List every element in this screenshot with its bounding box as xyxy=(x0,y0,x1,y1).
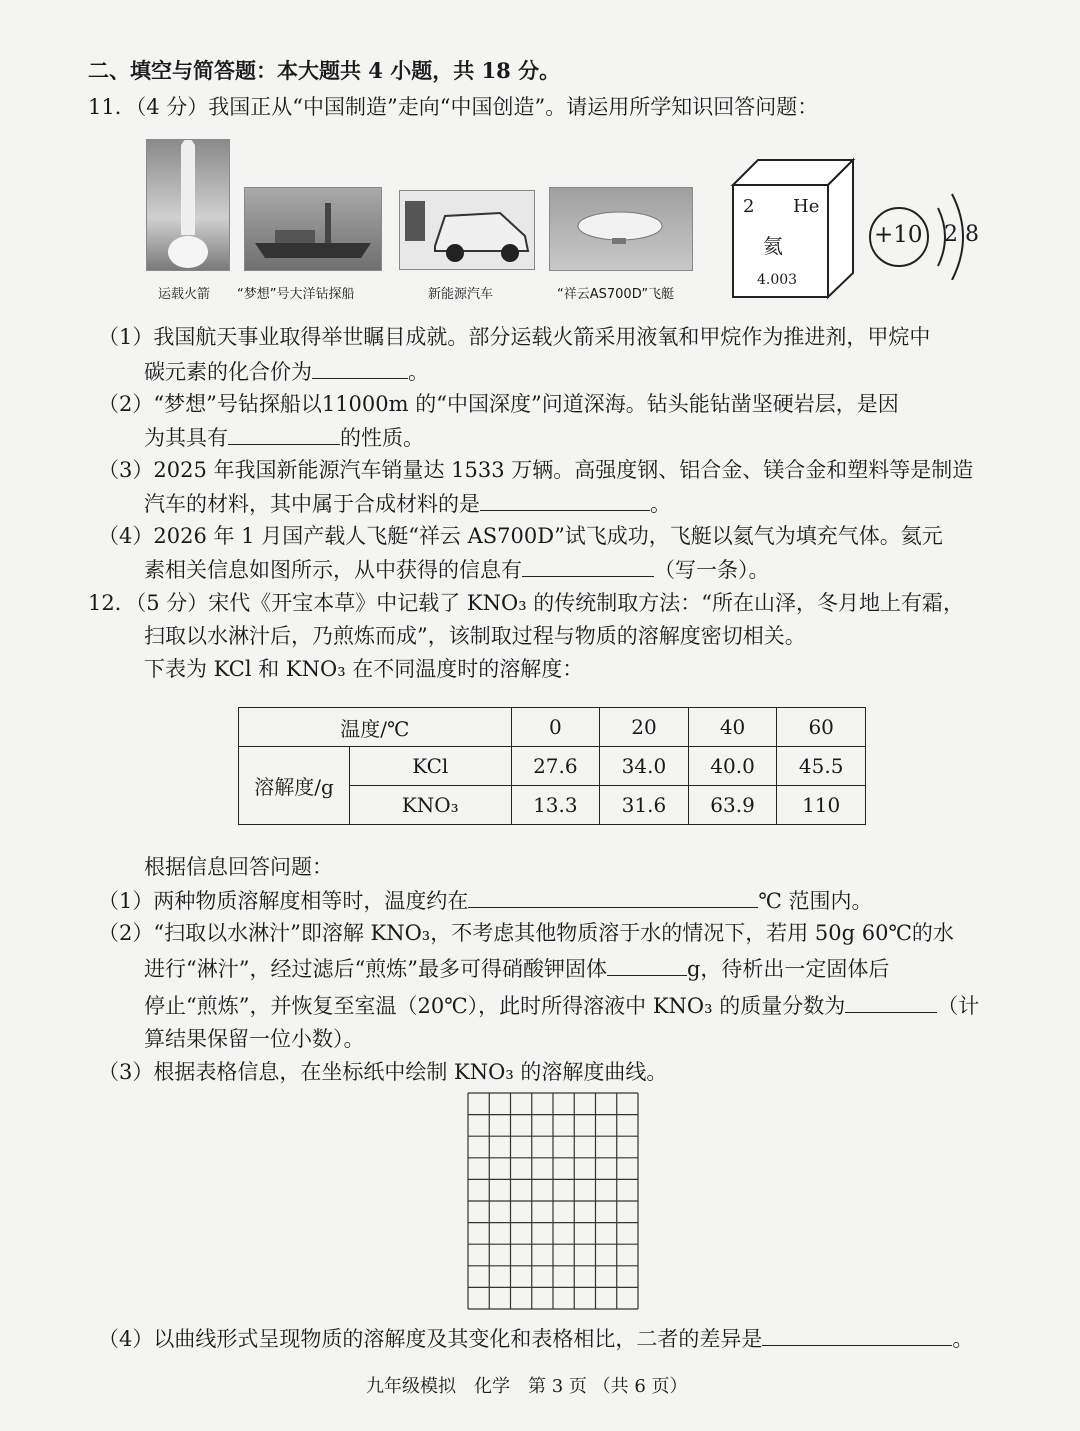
q12-p2-line4: 算结果保留一位小数）。 xyxy=(144,1027,365,1051)
q12-p1 xyxy=(98,885,873,916)
q12-p2-text-end: g，待析出一定固体后 xyxy=(686,957,890,981)
caption-airship: “祥云AS700D”飞艇 xyxy=(557,287,675,302)
q11-p4-line1: （4）2026 年 1 月国产载人飞艇“祥云 AS700D”试飞成功，飞艇以氦气为填充气体。氦元 xyxy=(98,524,943,548)
table-substance-cell: KNO₃ xyxy=(350,786,512,825)
caption-ev-car: 新能源汽车 xyxy=(428,287,494,302)
q11-p3-line1: （3）2025 年我国新能源汽车销量达 1533 万辆。高强度钢、铝合金、镁合金和塑料等是制造 xyxy=(98,458,974,482)
q12-p1-end: ℃ 范围内。 xyxy=(758,889,873,913)
atom-shell-1: 2 xyxy=(944,222,958,247)
q12-p2-line3 xyxy=(144,990,979,1021)
table-value-cell: 13.3 xyxy=(511,786,600,825)
atom-nucleus-charge: +10 xyxy=(874,222,923,248)
q11-p3-end: 。 xyxy=(650,492,671,516)
table-value-cell: 27.6 xyxy=(511,747,600,786)
q12-p2-text: 进行“淋汁”，经过滤后“煎炼”最多可得硝酸钾固体 xyxy=(144,957,607,981)
graph-paper-grid[interactable] xyxy=(467,1092,639,1310)
table-temp-cell: 20 xyxy=(600,708,689,747)
q12-p4-answer-blank[interactable] xyxy=(762,1323,952,1346)
q11-stem: 11．（4 分）我国正从“中国制造”走向“中国创造”。请运用所学知识回答问题： xyxy=(88,95,819,119)
q11-p2-text: 为其具有 xyxy=(144,426,228,450)
table-value-cell: 40.0 xyxy=(688,747,777,786)
table-temp-cell: 60 xyxy=(777,708,866,747)
table-value-cell: 31.6 xyxy=(600,786,689,825)
element-number: 2 xyxy=(743,196,755,217)
q11-p3-line2 xyxy=(144,488,671,519)
table-temp-cell: 40 xyxy=(688,708,777,747)
q12-p1-text: （1）两种物质溶解度相等时，温度约在 xyxy=(98,889,469,913)
q12-p2-fraction-blank[interactable] xyxy=(845,990,937,1013)
section-heading: 二、填空与简答题：本大题共 4 小题，共 18 分。 xyxy=(88,58,561,83)
table-header-row xyxy=(239,708,866,747)
q11-p2-line1: （2）“梦想”号钻探船以11000m 的“中国深度”问道深海。钻头能钻凿坚硬岩层，是因 xyxy=(98,392,899,416)
q11-p1-line1: （1）我国航天事业取得举世瞩目成就。部分运载火箭采用液氧和甲烷作为推进剂，甲烷中 xyxy=(98,325,931,349)
q12-p4-end: 。 xyxy=(952,1327,974,1351)
atom-shell-2: 8 xyxy=(965,222,979,247)
table-value-cell: 34.0 xyxy=(600,747,689,786)
ev-car-image xyxy=(399,190,535,270)
table-row-label: 溶解度/g xyxy=(239,747,350,825)
q11-p4-end: （写一条）。 xyxy=(654,558,770,582)
q11-p2-line2 xyxy=(144,422,424,453)
ship-icon xyxy=(245,188,381,270)
q11-p2-end: 的性质。 xyxy=(340,426,424,450)
q11-p4-line2 xyxy=(144,554,770,585)
drillship-image xyxy=(244,187,382,271)
q12-p2-mass-blank[interactable] xyxy=(607,953,687,976)
solubility-table xyxy=(238,707,866,825)
table-header-cell: 温度/℃ xyxy=(239,708,512,747)
q12-p2-text-c-end: （计 xyxy=(937,994,980,1018)
table-row xyxy=(239,747,866,786)
airship-icon xyxy=(550,188,692,270)
q11-p4-text: 素相关信息如图所示，从中获得的信息有 xyxy=(144,558,522,582)
q12-intro: 根据信息回答问题： xyxy=(144,855,333,879)
rocket-image xyxy=(146,139,230,271)
caption-rocket: 运载火箭 xyxy=(158,287,211,302)
table-value-cell: 45.5 xyxy=(777,747,866,786)
q12-stem-line1: 12．（5 分）宋代《开宝本草》中记载了 KNO₃ 的传统制取方法：“所在山泽，冬月地上有霜， xyxy=(88,591,965,615)
caption-drillship: “梦想”号大洋钻探船 xyxy=(237,287,355,302)
element-mass: 4.003 xyxy=(757,272,798,288)
q12-p1-answer-blank[interactable] xyxy=(468,885,758,908)
table-substance-cell: KCl xyxy=(350,747,512,786)
q11-p1-answer-blank[interactable] xyxy=(312,356,408,379)
element-symbol: He xyxy=(793,196,820,217)
q12-p4-text: （4）以曲线形式呈现物质的溶解度及其变化和表格相比，二者的差异是 xyxy=(98,1327,763,1351)
element-name: 氦 xyxy=(763,234,783,258)
q11-p2-answer-blank[interactable] xyxy=(228,422,340,445)
table-value-cell: 63.9 xyxy=(688,786,777,825)
q12-p3: （3）根据表格信息，在坐标纸中绘制 KNO₃ 的溶解度曲线。 xyxy=(98,1060,668,1084)
car-icon xyxy=(400,191,534,269)
airship-image xyxy=(549,187,693,271)
q12-p2-line1: （2）“扫取以水淋汁”即溶解 KNO₃，不考虑其他物质溶于水的情况下，若用 50g 60℃的水 xyxy=(98,921,954,945)
q11-p3-answer-blank[interactable] xyxy=(480,488,650,511)
rocket-icon xyxy=(147,140,229,270)
q12-stem-line2: 扫取以水淋汁后，乃煎炼而成”，该制取过程与物质的溶解度密切相关。 xyxy=(144,624,806,648)
q11-p1-end: 。 xyxy=(408,360,429,384)
q11-p3-text: 汽车的材料，其中属于合成材料的是 xyxy=(144,492,480,516)
q12-stem-line3: 下表为 KCl 和 KNO₃ 在不同温度时的溶解度： xyxy=(144,657,584,681)
page-footer: 九年级模拟 化学 第 3 页 （共 6 页） xyxy=(366,1376,688,1397)
q12-p4 xyxy=(98,1323,973,1354)
table-temp-cell: 0 xyxy=(511,708,600,747)
q11-p1-text: 碳元素的化合价为 xyxy=(144,360,312,384)
q11-p4-answer-blank[interactable] xyxy=(522,554,654,577)
table-value-cell: 110 xyxy=(777,786,866,825)
q12-p2-text-c: 停止“煎炼”，并恢复至室温（20℃），此时所得溶液中 KNO₃ 的质量分数为 xyxy=(144,994,846,1018)
q11-p1-line2 xyxy=(144,356,429,387)
q12-p2-line2 xyxy=(144,953,889,984)
